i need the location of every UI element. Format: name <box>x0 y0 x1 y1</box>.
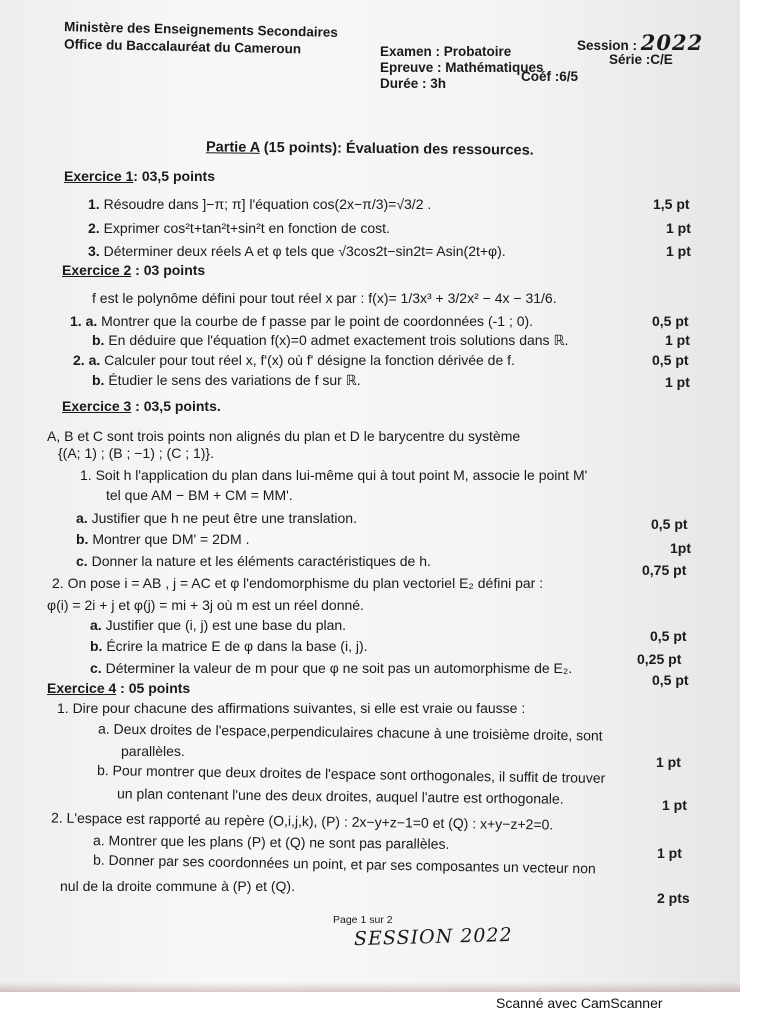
ex3-q2c-text: Déterminer la valeur de m pour que φ ne soit pas un automorphisme de E₂. <box>105 660 573 676</box>
ex4-q2b-pts: 2 pts <box>657 890 690 906</box>
ex3-q1b <box>76 531 249 548</box>
ex4-q1: 1. Dire pour chacune des affirmations suivantes, si elle est vraie ou fausse : <box>57 700 526 716</box>
ex1-q3-pts: 1 pt <box>666 243 691 259</box>
epreuve-label: Epreuve : Mathématiques <box>380 60 544 75</box>
ex3-q1b-text: Montrer que DM' = 2DM . <box>92 531 250 547</box>
ex3-q2c <box>90 660 572 677</box>
ex3-q1-a: 1. Soit h l'application du plan dans lui-même qui à tout point M, associe le point M' <box>80 467 588 483</box>
ex2-q1b-pts: 1 pt <box>665 332 690 348</box>
session-handwritten: SESSION 2022 <box>353 923 513 951</box>
ex2-q1b-text: En déduire que l'équation f(x)=0 admet exactement trois solutions dans ℝ. <box>108 332 569 348</box>
ex3-q1c <box>76 553 431 570</box>
ex3-q1b-num: b. <box>76 531 89 547</box>
ex4-q2b-line2: nul de la droite commune à (P) et (Q). <box>60 878 295 894</box>
ex3-q1a-text: Justifier que h ne peut être une translation. <box>91 510 357 526</box>
ex3-q2b-pts: 0,25 pt <box>637 651 682 667</box>
ex4-heading <box>47 680 190 697</box>
serie-label: Série :C/E <box>609 52 673 67</box>
ex1-q1-text: Résoudre dans ]−π; π] l'équation cos(2x−π/3)=√3/2 . <box>103 196 432 212</box>
ex2-heading <box>62 262 205 279</box>
ex4-a-line1: a. Deux droites de l'espace,perpendiculaires chacune à une troisième droite, sont <box>97 720 603 744</box>
exam-label: Examen : Probatoire <box>380 44 512 59</box>
ex3-q2a-pts: 0,5 pt <box>650 628 687 644</box>
ex4-b-line2: un plan contenant l'une des deux droites, auquel l'autre est orthogonale. <box>116 785 564 807</box>
ex2-q1a-pts: 0,5 pt <box>652 313 689 329</box>
ex4-points: : 05 points <box>116 680 191 696</box>
ex2-q2a <box>73 352 515 369</box>
ex3-heading <box>62 398 221 415</box>
ex3-q2c-pts: 0,5 pt <box>652 672 689 688</box>
ex4-b-pts: 1 pt <box>662 797 687 813</box>
ex2-intro: f est le polynôme défini pour tout réel x par : f(x)= 1/3x³ + 3/2x² − 4x − 31/6. <box>92 290 557 306</box>
ex2-q2a-text: Calculer pour tout réel x, f'(x) où f' désigne la fonction dérivée de f. <box>104 352 515 368</box>
ex3-q2b <box>90 638 368 655</box>
ex2-q1b-num: b. <box>92 332 105 348</box>
ex4-a-pts: 1 pt <box>656 754 681 770</box>
session-year-handwritten: 2022 <box>640 30 704 55</box>
ex3-points: : 03,5 points. <box>131 398 221 414</box>
ex2-q2b <box>92 372 361 389</box>
ex1-q2-num: 2. <box>88 220 100 236</box>
ex1-q1 <box>88 196 431 213</box>
ex1-q1-num: 1. <box>88 196 100 212</box>
ex3-q2b-text: Écrire la matrice E de φ dans la base (i, j). <box>106 638 368 654</box>
ex3-q2-b: φ(i) = 2i + j et φ(j) = mi + 3j où m est un réel donné. <box>47 597 364 613</box>
office-label: Office du Baccalauréat du Cameroun <box>63 36 302 57</box>
page-number: Page 1 sur 2 <box>333 914 393 926</box>
ex3-q2b-num: b. <box>90 638 103 654</box>
ex1-q2-text: Exprimer cos²t+tan²t+sin²t en fonction de cost. <box>103 220 390 236</box>
ex4-q2b-line1: b. Donner par ses coordonnées un point, et par ses composantes un vecteur non <box>92 851 596 877</box>
coef-label: Coéf :6/5 <box>521 69 579 84</box>
part-a-title: Partie A <box>205 139 260 156</box>
ex2-q2a-pts: 0,5 pt <box>652 352 689 368</box>
ex2-q1a-num: 1. a. <box>70 313 98 329</box>
ex3-q2a <box>90 617 346 634</box>
ex3-intro-2: {(A; 1) ; (B ; −1) ; (C ; 1)}. <box>58 445 214 461</box>
ex4-q2a: a. Montrer que les plans (P) et (Q) ne sont pas parallèles. <box>92 832 450 852</box>
ex1-q3-num: 3. <box>88 243 100 259</box>
ex1-title: Exercice 1 <box>64 168 134 184</box>
ex3-q1c-pts: 0,75 pt <box>642 562 687 578</box>
ex2-q2a-num: 2. a. <box>73 352 101 368</box>
ex3-q1-b: tel que AM − BM + CM = MM'. <box>106 487 293 503</box>
ex4-q2: 2. L'espace est rapporté au repère (O,i,j,k), (P) : 2x−y+z−1=0 et (Q) : x+y−z+2=0. <box>50 809 554 833</box>
session-text: Session : <box>577 38 638 53</box>
ex1-q3-text: Déterminer deux réels A et φ tels que √3cos2t−sin2t= Asin(2t+φ). <box>103 243 506 259</box>
ex2-title: Exercice 2 <box>62 262 132 278</box>
ex3-q1a <box>76 510 357 527</box>
ex2-q2b-pts: 1 pt <box>665 374 690 390</box>
ex4-title: Exercice 4 <box>47 680 117 696</box>
ex4-b-line1: b. Pour montrer que deux droites de l'espace sont orthogonales, il suffit de trouver <box>96 762 606 786</box>
ex2-q1a <box>70 313 533 330</box>
ex1-q1-pts: 1,5 pt <box>653 196 690 212</box>
ex3-q1a-num: a. <box>76 510 88 526</box>
ex3-title: Exercice 3 <box>62 398 132 414</box>
ex1-heading <box>64 168 215 185</box>
ex1-q2-pts: 1 pt <box>666 220 691 236</box>
ex3-q1c-text: Donner la nature et les éléments caractéristiques de h. <box>91 553 431 569</box>
ex2-q1b <box>92 332 568 349</box>
part-a-subtitle: (15 points): Évaluation des ressources. <box>259 139 534 159</box>
ex1-q2 <box>88 220 390 237</box>
ministry-label: Ministère des Enseignements Secondaires <box>63 19 338 40</box>
ex3-q2-a: 2. On pose i = AB , j = AC et φ l'endomorphisme du plan vectoriel E₂ défini par : <box>52 575 544 591</box>
part-a-heading <box>206 139 534 159</box>
ex3-q1b-pts: 1pt <box>670 540 691 556</box>
ex4-q2a-pts: 1 pt <box>657 845 682 861</box>
ex1-q3 <box>88 243 506 260</box>
ex2-q2b-num: b. <box>92 372 105 388</box>
ex3-q2a-num: a. <box>90 617 102 633</box>
camscanner-watermark: Scanné avec CamScanner <box>496 995 663 1011</box>
ex2-points: : 03 points <box>131 262 206 278</box>
ex3-q2a-text: Justifier que (i, j) est une base du plan. <box>105 617 347 633</box>
duree-label: Durée : 3h <box>380 76 447 91</box>
ex4-a-line2: parallèles. <box>121 743 185 759</box>
ex2-q1a-text: Montrer que la courbe de f passe par le point de coordonnées (-1 ; 0). <box>101 313 534 329</box>
ex3-q1a-pts: 0,5 pt <box>651 516 688 532</box>
ex3-q1c-num: c. <box>76 553 88 569</box>
ex3-intro-1: A, B et C sont trois points non alignés du plan et D le barycentre du système <box>47 428 521 444</box>
ex3-q2c-num: c. <box>90 660 102 676</box>
ex2-q2b-text: Étudier le sens des variations de f sur ℝ. <box>108 372 361 388</box>
ex1-points: : 03,5 points <box>133 168 215 184</box>
